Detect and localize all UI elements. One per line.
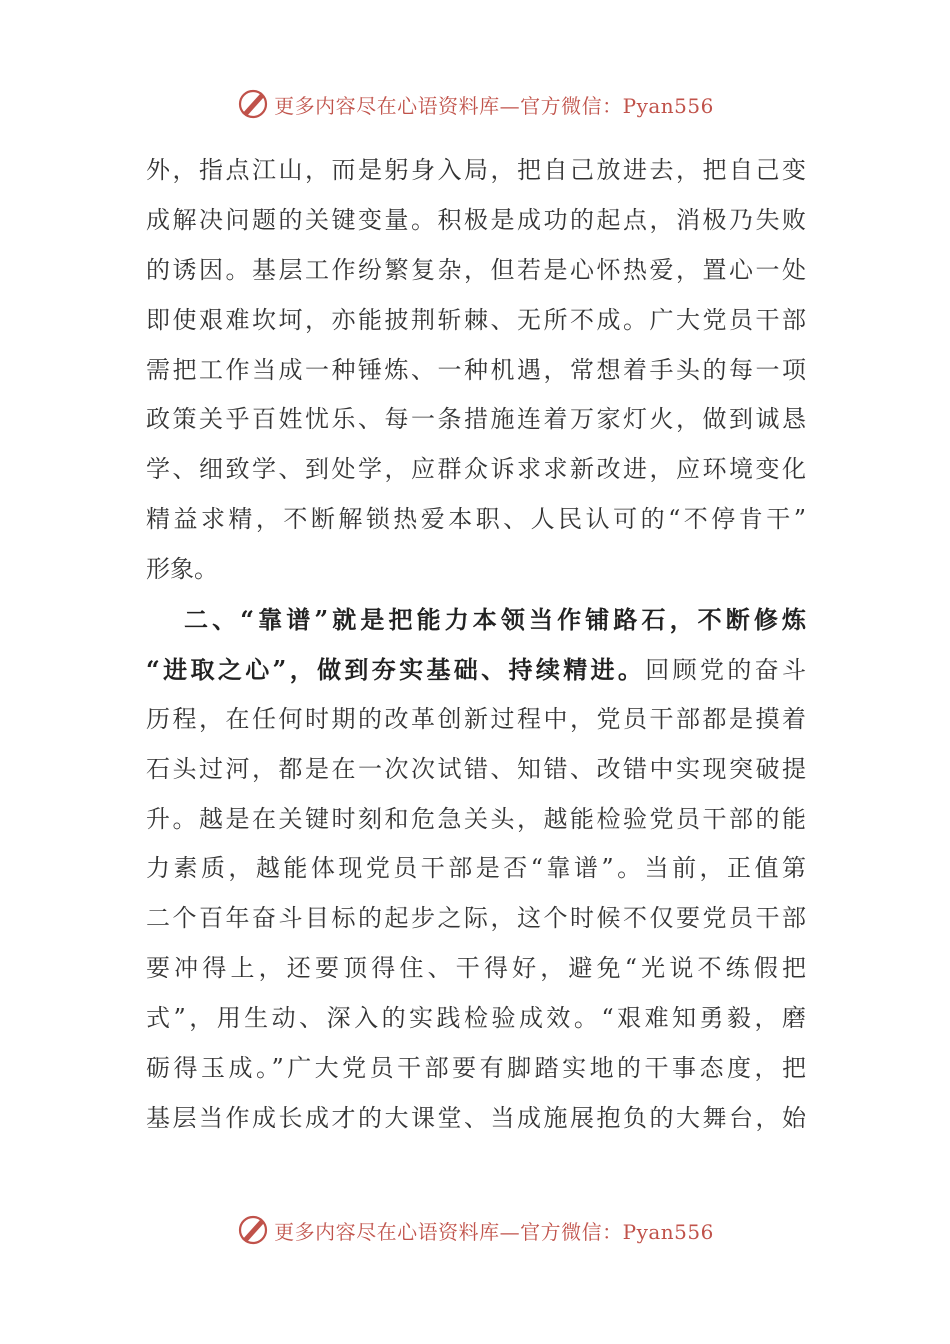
text-line: 精益求精，不断解锁热爱本职、人民认可的“不停肯干” [146, 505, 806, 534]
text-line: 基层当作成长成才的大课堂、当成施展抱负的大舞台，始 [146, 1103, 806, 1132]
text-line: 式”，用生动、深入的实践检验成效。“艰难知勇毅，磨 [146, 1004, 806, 1033]
text-line: 形象。 [146, 555, 218, 584]
document-body [146, 146, 806, 1144]
text-line: 二个百年奋斗目标的起步之际，这个时候不仅要党员干部 [146, 904, 806, 933]
header-banner-text: 更多内容尽在心语资料库—官方微信：Pyan556 [274, 93, 714, 118]
paragraph-text: 回顾党的奋斗 [645, 655, 806, 684]
text-line: 需把工作当成一种锤炼、一种机遇，常想着手头的每一项 [146, 355, 806, 384]
text-line: 成解决问题的关键变量。积极是成功的起点，消极乃失败 [146, 205, 806, 234]
text-line: 政策关乎百姓忧乐、每一条措施连着万家灯火，做到诚恳 [146, 405, 806, 434]
text-line: 外，指点江山，而是躬身入局，把自己放进去，把自己变 [146, 156, 806, 184]
text-line: 的诱因。基层工作纷繁复杂，但若是心怀热爱，置心一处 [146, 255, 806, 284]
section-heading-line [146, 645, 806, 695]
text-line: 升。越是在关键时刻和危急关头，越能检验党员干部的能 [146, 804, 806, 833]
footer-banner-text: 更多内容尽在心语资料库—官方微信：Pyan556 [274, 1219, 714, 1244]
footer-watermark-banner [0, 1210, 950, 1250]
section-heading-line: 二、“靠谱”就是把能力本领当作铺路石，不断修炼 [184, 605, 806, 635]
text-line: 石头过河，都是在一次次试错、知错、改错中实现突破提 [146, 754, 806, 783]
paragraph-2 [146, 595, 806, 1144]
pen-logo-icon [236, 1213, 270, 1247]
text-line: 即使艰难坎坷，亦能披荆斩棘、无所不成。广大党员干部 [146, 305, 806, 334]
text-line: 力素质，越能体现党员干部是否“靠谱”。当前，正值第 [146, 854, 806, 883]
text-line: 学、细致学、到处学，应群众诉求求新改进，应环境变化 [146, 455, 806, 484]
header-watermark-banner [0, 84, 950, 124]
text-line: 要冲得上，还要顶得住、干得好，避免“光说不练假把 [146, 954, 806, 983]
pen-logo-icon [236, 87, 270, 121]
text-line: 历程，在任何时期的改革创新过程中，党员干部都是摸着 [146, 704, 806, 733]
paragraph-1 [146, 146, 806, 595]
section-heading-text: “进取之心”，做到夯实基础、持续精进。 [146, 654, 646, 684]
text-line: 砺得玉成。”广大党员干部要有脚踏实地的干事态度，把 [146, 1054, 806, 1083]
